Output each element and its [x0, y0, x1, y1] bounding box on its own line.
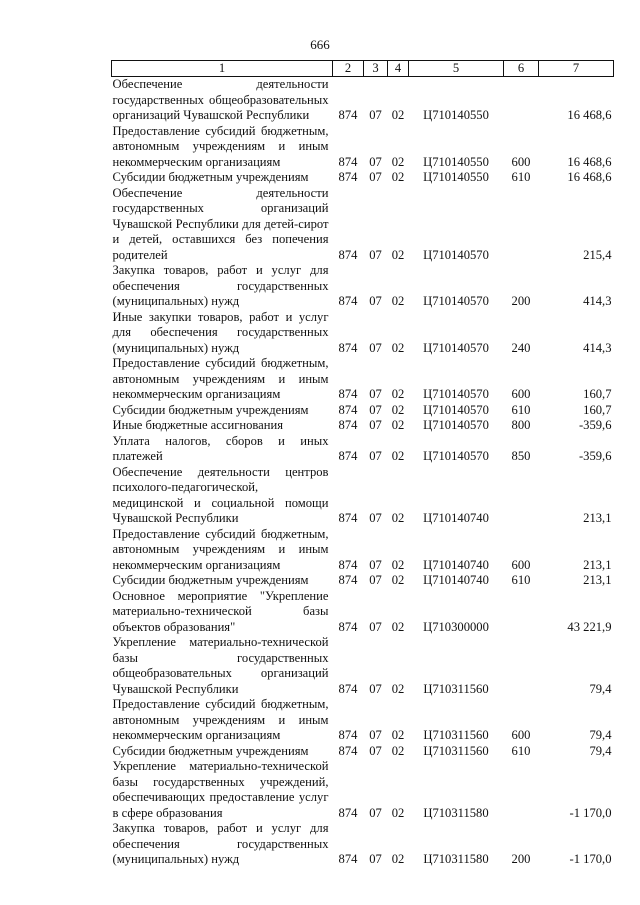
- row-subsection-code: 02: [391, 728, 405, 742]
- row-expense-type: 600: [511, 154, 531, 169]
- row-expense-type: 200: [511, 852, 531, 866]
- row-subsection-code: 02: [391, 402, 405, 417]
- table-row: [112, 697, 614, 744]
- row-section-code: 07: [369, 852, 382, 866]
- row-description: Субсидии бюджетным учреждениям: [112, 402, 309, 417]
- row-ministry-code: 874: [338, 557, 358, 572]
- row-ministry-code: 874: [338, 170, 358, 184]
- row-section-code: 07: [369, 728, 382, 742]
- row-target-article: Ц710140550: [423, 108, 489, 122]
- row-target-article: Ц710140550: [423, 154, 489, 169]
- row-ministry-code: 874: [338, 402, 358, 417]
- row-section-code: 07: [369, 247, 382, 262]
- table-row: [112, 635, 614, 697]
- table-row: [112, 124, 614, 171]
- row-target-article: Ц710311560: [423, 743, 489, 758]
- row-subsection-code: 02: [391, 743, 405, 758]
- row-amount: 414,3: [583, 294, 612, 308]
- row-subsection-code: 02: [391, 170, 405, 184]
- row-ministry-code: 874: [338, 418, 358, 432]
- row-ministry-code: 874: [338, 573, 358, 587]
- row-ministry-code: 874: [338, 511, 358, 525]
- row-ministry-code: 874: [338, 681, 358, 696]
- header-cell: 2: [333, 61, 364, 77]
- row-description: Укрепление материально-технической базы государственных учреждений, обеспечивающих предоставление услуг в сфере образования: [112, 759, 329, 820]
- row-expense-type: 610: [511, 743, 531, 758]
- page-number: 666: [310, 37, 330, 52]
- row-subsection-code: 02: [391, 511, 405, 525]
- row-section-code: 07: [369, 805, 382, 820]
- row-target-article: Ц710140570: [423, 340, 489, 355]
- row-section-code: 07: [369, 340, 382, 355]
- row-amount: -1 170,0: [569, 805, 612, 820]
- table-row: [112, 465, 614, 527]
- row-amount: 43 221,9: [567, 619, 612, 634]
- header-cell: 1: [112, 61, 333, 77]
- table-header: [112, 61, 614, 77]
- row-amount: 16 468,6: [567, 170, 612, 184]
- row-subsection-code: 02: [391, 852, 405, 866]
- row-subsection-code: 02: [391, 154, 405, 169]
- row-expense-type: [504, 186, 539, 264]
- table-row: [112, 418, 614, 434]
- row-subsection-code: 02: [391, 340, 405, 355]
- row-target-article: Ц710311580: [423, 805, 489, 820]
- row-target-article: Ц710140570: [423, 247, 489, 262]
- table-row: [112, 573, 614, 589]
- row-description: Иные бюджетные ассигнования: [112, 418, 284, 432]
- table-row: [112, 434, 614, 465]
- table-row: [112, 744, 614, 760]
- row-section-code: 07: [369, 387, 382, 401]
- row-amount: 79,4: [589, 728, 612, 742]
- row-ministry-code: 874: [338, 294, 358, 308]
- row-description: Обеспечение деятельности центров психолого-педагогической, медицинской и социальной помощи Чувашской Республики: [112, 464, 329, 525]
- row-expense-type: [504, 77, 539, 124]
- row-target-article: Ц710140740: [423, 511, 489, 525]
- row-section-code: 07: [369, 743, 382, 758]
- row-target-article: Ц710140570: [423, 449, 489, 463]
- row-target-article: Ц710140570: [423, 418, 489, 432]
- row-subsection-code: 02: [391, 247, 405, 262]
- table-row: [112, 403, 614, 419]
- table-row: [112, 77, 614, 124]
- row-section-code: 07: [369, 108, 382, 122]
- row-description: Уплата налогов, сборов и иных платежей: [112, 433, 329, 463]
- row-expense-type: [504, 759, 539, 821]
- row-target-article: Ц710300000: [423, 619, 489, 634]
- row-amount: 160,7: [583, 387, 612, 401]
- table-row: [112, 527, 614, 574]
- row-target-article: Ц710140570: [423, 294, 489, 308]
- row-subsection-code: 02: [391, 573, 405, 587]
- row-ministry-code: 874: [338, 247, 358, 262]
- row-expense-type: [504, 465, 539, 527]
- row-amount: 79,4: [589, 681, 612, 696]
- row-target-article: Ц710311560: [423, 728, 489, 742]
- row-description: Закупка товаров, работ и услуг для обеспечения государственных (муниципальных) нужд: [112, 821, 329, 866]
- row-description: Закупка товаров, работ и услуг для обеспечения государственных (муниципальных) нужд: [112, 263, 329, 308]
- row-target-article: Ц710140550: [423, 170, 489, 184]
- row-section-code: 07: [369, 681, 382, 696]
- row-description: Предоставление субсидий бюджетным, автономным учреждениям и иным некоммерческим организациям: [112, 356, 329, 401]
- row-subsection-code: 02: [391, 418, 405, 432]
- row-target-article: Ц710311560: [423, 681, 489, 696]
- row-section-code: 07: [369, 573, 382, 587]
- row-expense-type: 610: [511, 170, 531, 184]
- row-amount: 215,4: [583, 247, 612, 262]
- row-subsection-code: 02: [391, 294, 405, 308]
- row-target-article: Ц710311580: [423, 852, 489, 866]
- row-subsection-code: 02: [391, 557, 405, 572]
- row-ministry-code: 874: [338, 449, 358, 463]
- row-expense-type: 600: [511, 387, 531, 401]
- row-subsection-code: 02: [391, 108, 405, 122]
- row-description: Основное мероприятие "Укрепление материально-технической базы объектов образования": [112, 588, 329, 634]
- header-cell: 6: [504, 61, 539, 77]
- row-expense-type: 600: [511, 728, 531, 742]
- row-amount: -359,6: [578, 418, 612, 432]
- table-row: [112, 310, 614, 357]
- row-expense-type: [504, 589, 539, 636]
- row-ministry-code: 874: [338, 387, 358, 401]
- header-cell: 7: [539, 61, 614, 77]
- row-subsection-code: 02: [391, 387, 405, 401]
- row-description: Субсидии бюджетным учреждениям: [112, 170, 309, 184]
- row-expense-type: [504, 635, 539, 697]
- row-amount: 79,4: [589, 743, 612, 758]
- row-amount: -359,6: [578, 449, 612, 463]
- row-expense-type: 800: [511, 418, 531, 432]
- table-row: [112, 186, 614, 264]
- row-description: Субсидии бюджетным учреждениям: [112, 743, 309, 758]
- header-cell: 4: [388, 61, 409, 77]
- row-ministry-code: 874: [338, 108, 358, 122]
- row-amount: 16 468,6: [567, 108, 612, 122]
- row-subsection-code: 02: [391, 681, 405, 696]
- row-target-article: Ц710140570: [423, 387, 489, 401]
- row-description: Предоставление субсидий бюджетным, автономным учреждениям и иным некоммерческим организациям: [112, 697, 329, 742]
- row-description: Укрепление материально-технической базы государственных общеобразовательных организаций Чувашской Республики: [112, 635, 329, 696]
- row-section-code: 07: [369, 619, 382, 634]
- row-subsection-code: 02: [391, 619, 405, 634]
- table-row: [112, 263, 614, 310]
- row-subsection-code: 02: [391, 805, 405, 820]
- row-target-article: Ц710140740: [423, 573, 489, 587]
- row-ministry-code: 874: [338, 728, 358, 742]
- table-row: [112, 759, 614, 821]
- row-section-code: 07: [369, 449, 382, 463]
- header-row: [112, 61, 614, 77]
- row-section-code: 07: [369, 418, 382, 432]
- row-amount: 414,3: [583, 340, 612, 355]
- row-expense-type: 610: [511, 402, 531, 417]
- row-ministry-code: 874: [338, 852, 358, 866]
- table-body: [112, 77, 614, 868]
- row-ministry-code: 874: [338, 619, 358, 634]
- table-row: [112, 821, 614, 868]
- row-amount: 213,1: [583, 557, 612, 572]
- header-cell: 3: [364, 61, 388, 77]
- row-amount: 213,1: [583, 573, 612, 587]
- table-row: [112, 589, 614, 636]
- row-target-article: Ц710140740: [423, 557, 489, 572]
- row-description: Обеспечение деятельности государственных общеобразовательных организаций Чувашской Республики: [112, 77, 329, 122]
- row-amount: 16 468,6: [567, 154, 612, 169]
- header-cell: 5: [409, 61, 504, 77]
- row-description: Иные закупки товаров, работ и услуг для обеспечения государственных (муниципальных) нужд: [112, 309, 329, 355]
- row-section-code: 07: [369, 557, 382, 572]
- table-row: [112, 170, 614, 186]
- row-amount: 160,7: [583, 402, 612, 417]
- row-ministry-code: 874: [338, 340, 358, 355]
- row-description: Обеспечение деятельности государственных организаций Чувашской Республики для детей-сирот и детей, оставшихся без попечения родителей: [112, 185, 329, 262]
- row-amount: 213,1: [583, 511, 612, 525]
- row-subsection-code: 02: [391, 449, 405, 463]
- table-row: [112, 356, 614, 403]
- row-ministry-code: 874: [338, 805, 358, 820]
- row-amount: -1 170,0: [569, 852, 612, 866]
- row-description: Субсидии бюджетным учреждениям: [112, 573, 309, 587]
- row-section-code: 07: [369, 170, 382, 184]
- row-section-code: 07: [369, 511, 382, 525]
- row-expense-type: 610: [511, 573, 531, 587]
- budget-table: [111, 60, 614, 868]
- row-target-article: Ц710140570: [423, 402, 489, 417]
- row-section-code: 07: [369, 294, 382, 308]
- row-description: Предоставление субсидий бюджетным, автономным учреждениям и иным некоммерческим организациям: [112, 123, 329, 169]
- row-section-code: 07: [369, 154, 382, 169]
- row-description: Предоставление субсидий бюджетным, автономным учреждениям и иным некоммерческим организациям: [112, 526, 329, 572]
- row-ministry-code: 874: [338, 154, 358, 169]
- row-expense-type: 200: [511, 294, 531, 308]
- row-expense-type: 850: [511, 449, 531, 463]
- row-expense-type: 600: [511, 557, 531, 572]
- row-section-code: 07: [369, 402, 382, 417]
- row-ministry-code: 874: [338, 743, 358, 758]
- row-expense-type: 240: [511, 340, 531, 355]
